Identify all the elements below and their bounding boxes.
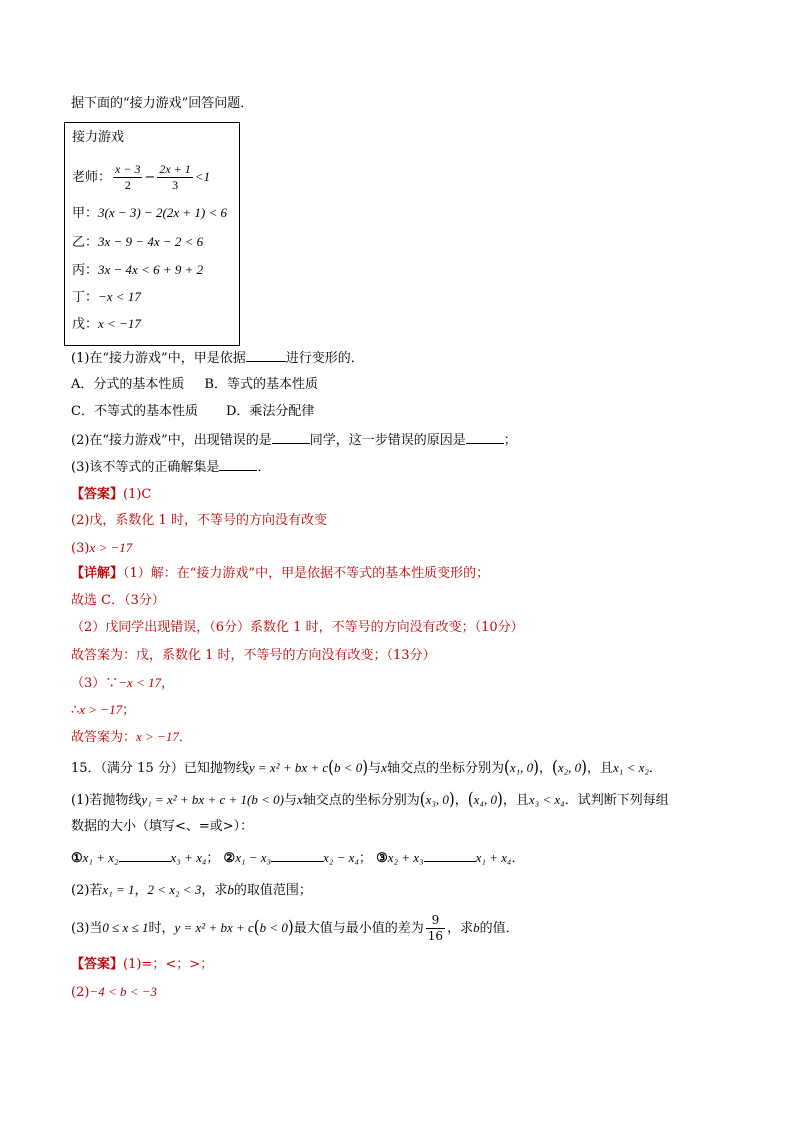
option-c: C．不等式的基本性质 — [71, 404, 198, 419]
detail-3: （2）戊同学出现错误，（6分）系数化 1 时，不等号的方向没有改变；（10分） — [71, 620, 524, 635]
wu-expr: x < −17 — [98, 316, 141, 331]
comparison-items: ①x₁ + x₂ x₃ + x₄； ②x₁ − x₃ x₂ − x₄； ③x₂ + x₃ x₁ + x₄． — [71, 850, 525, 866]
problem-15-part-2: (2)若x₁ = 1，2 < x₂ < 3，求b的取值范围； — [71, 882, 312, 898]
answer-3: (3)x > −17 — [71, 540, 133, 556]
options-row-2 — [71, 403, 314, 421]
answer-15-2: (2)−4 < b < −3 — [71, 984, 158, 1000]
answer-blank[interactable] — [272, 431, 310, 444]
bing-line: 丙：3x − 4x < 6 + 9 + 2 — [72, 262, 204, 278]
problem-15-part-1: (1)若抛物线y₁ = x² + bx + c + 1(b < 0)与x轴交点的坐标分别为(x₃, 0)，(x₄, 0)，且x₃ < x₄．试判断下列每组 — [71, 788, 669, 810]
minus-sign: − — [144, 170, 156, 185]
circle-1-icon: ① — [71, 851, 83, 866]
option-a: A．分式的基本性质 — [71, 377, 185, 392]
detail-2: 故选 C．（3分） — [71, 593, 165, 608]
answer-blank[interactable] — [219, 458, 257, 471]
answer-blank[interactable] — [271, 849, 323, 862]
relay-game-box — [64, 122, 240, 346]
question-1: (1)在“接力游戏”中，甲是依据 进行变形的． — [71, 351, 364, 366]
fraction-9-16: $\frac{9}{16}$ — [427, 913, 444, 943]
yi-line: 乙：3x − 9 − 4x − 2 < 6 — [72, 234, 204, 250]
teacher-label: 老师： — [72, 170, 112, 185]
answer-15-1: 【答案】(1)=；<；>； — [71, 957, 214, 972]
wu-line: 戊：x < −17 — [72, 316, 141, 332]
option-b: B．等式的基本性质 — [204, 377, 318, 392]
answer-2: (2)戊，系数化 1 时，不等号的方向没有改变 — [71, 513, 327, 528]
circle-3-icon: ③ — [376, 851, 388, 866]
yi-expr: 3x − 9 − 4x − 2 < 6 — [98, 234, 204, 249]
ding-line: 丁：−x < 17 — [72, 289, 141, 305]
intro-text: 据下面的“接力游戏”回答问题． — [71, 96, 254, 111]
teacher-rhs: <1 — [194, 169, 211, 184]
answer-tag: 【答案】 — [71, 487, 124, 502]
answer-blank[interactable] — [119, 849, 171, 862]
option-d: D．乘法分配律 — [225, 404, 315, 419]
teacher-line — [72, 159, 210, 196]
answer-blank[interactable] — [466, 431, 504, 444]
ding-expr: −x < 17 — [98, 289, 141, 304]
question-2: (2)在“接力游戏”中，出现错误的是 同学，这一步错误的原因是 ； — [71, 433, 517, 448]
detail-7: 故答案为：x > −17． — [71, 729, 192, 745]
problem-15: 15．（满分 15 分）已知抛物线y = x² + bx + c(b < 0)与x轴交点的坐标分别为(x₁, 0)，(x₂, 0)，且x₁ < x₂． — [71, 756, 662, 778]
fraction-1: $\frac{x - 3}{2}$ — [115, 162, 141, 192]
answer-tag: 【答案】 — [71, 957, 124, 972]
jia-expr: 3(x − 3) − 2(2x + 1) < 6 — [98, 205, 227, 220]
detail-5: （3）∵−x < 17， — [71, 675, 175, 691]
detail-tag: 【详解】 — [71, 566, 124, 581]
detail-6: ∴x > −17； — [71, 702, 136, 718]
circle-2-icon: ② — [223, 851, 236, 866]
answer-blank[interactable] — [424, 849, 476, 862]
fraction-2: $\frac{2x + 1}{3}$ — [159, 162, 191, 192]
game-title: 接力游戏 — [72, 130, 125, 145]
options-row-1 — [71, 376, 318, 394]
detail-1: 【详解】（1）解：在“接力游戏”中，甲是依据不等式的基本性质变形的； — [71, 566, 490, 581]
bing-expr: 3x − 4x < 6 + 9 + 2 — [98, 262, 204, 277]
problem-15-part-1-cont: 数据的大小（填写<、=或>）： — [71, 819, 254, 834]
answer-blank[interactable] — [246, 349, 286, 362]
detail-4: 故答案为：戊，系数化 1 时，不等号的方向没有改变；（13分） — [71, 648, 436, 663]
problem-15-part-3: (3)当0 ≤ x ≤ 1时，y = x² + bx + c(b < 0)最大值与最小值的差为 $\frac{9}{16}$ ，求b的值． — [71, 913, 519, 943]
question-3: (3)该不等式的正确解集是 ． — [71, 460, 271, 475]
answer-1: 【答案】(1)C — [71, 487, 152, 502]
jia-line: 甲：3(x − 3) − 2(2x + 1) < 6 — [72, 205, 227, 221]
